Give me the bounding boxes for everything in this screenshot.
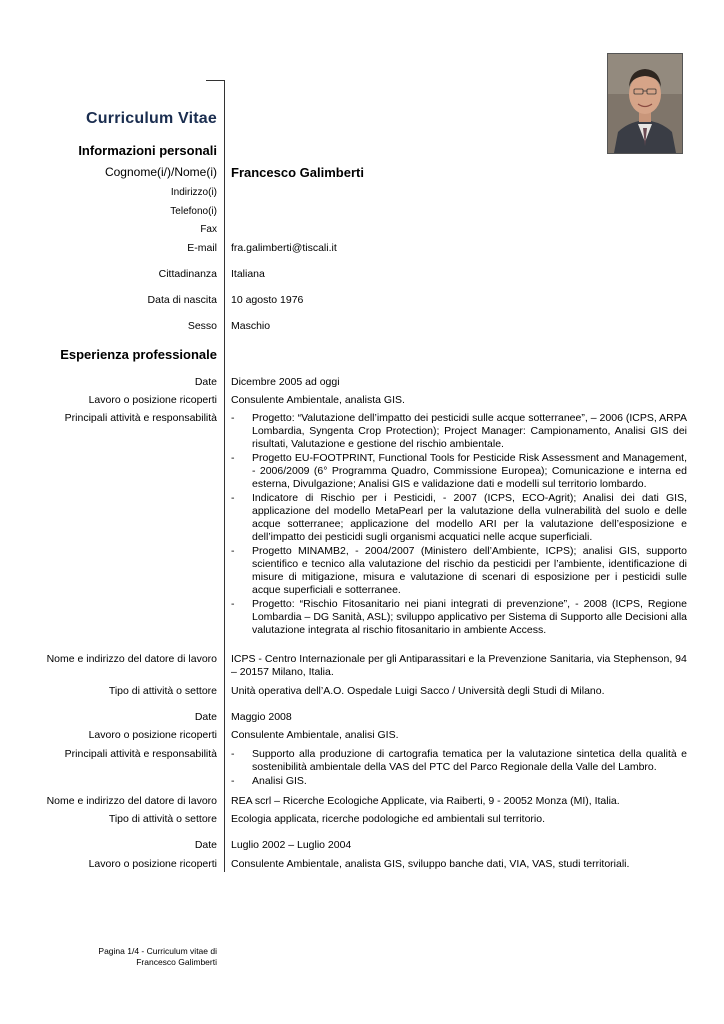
phone-label: Telefono(i) [170,206,217,217]
footer-line-2: Francesco Galimberti [136,957,217,967]
section-experience: Esperienza professionale [60,347,217,362]
birth-label: Data di nascita [147,294,217,306]
job-1-activity: - Progetto: “Valutazione dell’impatto dei pesticidi sulle acque sotterranee”, – 2006 (ICPS, ARPA Lombardia, Syngenta Crop Protection); Project Manager: Campionamento, Analisi GIS dei risultati, Valutazione e gestione del rischio ambientale. [231,412,687,451]
job-1-sector: Unità operativa dell’A.O. Ospedale Luigi Sacco / Università degli Studi di Milano. [231,685,605,697]
job-2-role-label: Lavoro o posizione ricoperti [88,729,217,741]
job-1-activities-label: Principali attività e responsabilità [64,412,217,424]
job-2-date-label: Date [194,711,217,723]
page-footer [98,946,217,968]
address-label: Indirizzo(i) [170,187,217,198]
job-2-role: Consulente Ambientale, analisi GIS. [231,729,399,741]
job-1-date: Dicembre 2005 ad oggi [231,376,340,388]
column-divider [224,80,225,872]
fax-label: Fax [200,224,217,235]
job-2-employer: REA scrl – Ricerche Ecologiche Applicate, via Raiberti, 9 - 20052 Monza (MI), Italia. [231,795,620,807]
divider-top-tick [206,80,224,81]
portrait-image [608,54,682,153]
job-1-sector-label: Tipo di attività o settore [108,685,217,697]
profile-photo [607,53,683,154]
job-3-date-label: Date [194,839,217,851]
job-1-employer-label: Nome e indirizzo del datore di lavoro [46,653,217,665]
cv-title: Curriculum Vitae [86,110,217,127]
job-1-employer: ICPS - Centro Internazionale per gli Antiparassitari e la Prevenzione Sanitaria, via Stephenson, 94 – 20157 Milano, Italia. [231,653,687,678]
job-2-sector: Ecologia applicata, ricerche podologiche ed ambientali sul territorio. [231,813,546,825]
sex-label: Sesso [187,320,217,332]
birth-value: 10 agosto 1976 [231,294,304,306]
full-name: Francesco Galimberti [231,165,364,180]
job-1-role: Consulente Ambientale, analista GIS. [231,394,405,406]
email-label: E-mail [187,242,217,254]
section-personal-info: Informazioni personali [78,143,217,158]
job-2-activities-list [231,748,687,789]
email-value: fra.galimberti@tiscali.it [231,242,337,254]
name-label: Cognome(i/)/Nome(i) [104,165,217,179]
citizenship-value: Italiana [231,268,265,280]
job-2-sector-label: Tipo di attività o settore [108,813,217,825]
job-1-date-label: Date [194,376,217,388]
job-1-activity: - Indicatore di Rischio per i Pesticidi, - 2007 (ICPS, ECO-Agrit); Analisi dei dati GIS, applicazione del modello MetaPearl per la valutazione della vulnerabilità del suolo e delle acque sotterranee; applicazione del modello ARI per la valutazione dell’esposizione e dell’impatto dei pesticidi sugli organismi acquatici nelle acque superficiali. [231,492,687,544]
job-2-activities-label: Principali attività e responsabilità [64,748,217,760]
job-2-activity: - Supporto alla produzione di cartografia tematica per la valutazione sintetica della qualità e sostenibilità ambientale della VAS del PTC del Parco Regionale della Valle del Lambro. [231,748,687,774]
citizenship-label: Cittadinanza [158,268,217,280]
job-3-role: Consulente Ambientale, analista GIS, sviluppo banche dati, VIA, VAS, studi territoriali. [231,858,630,870]
job-2-activity: - Analisi GIS. [231,775,687,788]
job-1-activity: - Progetto: “Rischio Fitosanitario nei piani integrati di prevenzione”, - 2008 (ICPS, Regione Lombardia – DG Sanità, ASL); sviluppo applicativo per Sistema di Supporto alle Decisioni alla valutazione integrata al rischio fitosanitario in ambiente Access. [231,598,687,637]
job-3-date: Luglio 2002 – Luglio 2004 [231,839,352,851]
footer-line-1: Pagina 1/4 - Curriculum vitae di [98,946,217,956]
job-1-activity: - Progetto EU-FOOTPRINT, Functional Tools for Pesticide Risk Assessment and Management, - 2006/2009 (6° Programma Quadro, Commissione Europea); Comunicazione e interna ed esterna, Divulgazione; Analisi GIS e validazione dati e modelli sul territorio lombardo. [231,452,687,491]
job-1-activity: - Progetto MINAMB2, - 2004/2007 (Ministero dell’Ambiente, ICPS); analisi GIS, supporto scientifico e tecnico alla valutazione del rischio da pesticidi per l’ambiente, identificazione di misure di mitigazione, misura e valutazione di scenari di esposizione per i pesticidi sulle acque superficiali e sotterranee. [231,545,687,597]
job-3-role-label: Lavoro o posizione ricoperti [88,858,217,870]
job-1-role-label: Lavoro o posizione ricoperti [88,394,217,406]
sex-value: Maschio [231,320,271,332]
job-2-date: Maggio 2008 [231,711,292,723]
job-2-employer-label: Nome e indirizzo del datore di lavoro [46,795,217,807]
job-1-activities-list [231,412,687,638]
